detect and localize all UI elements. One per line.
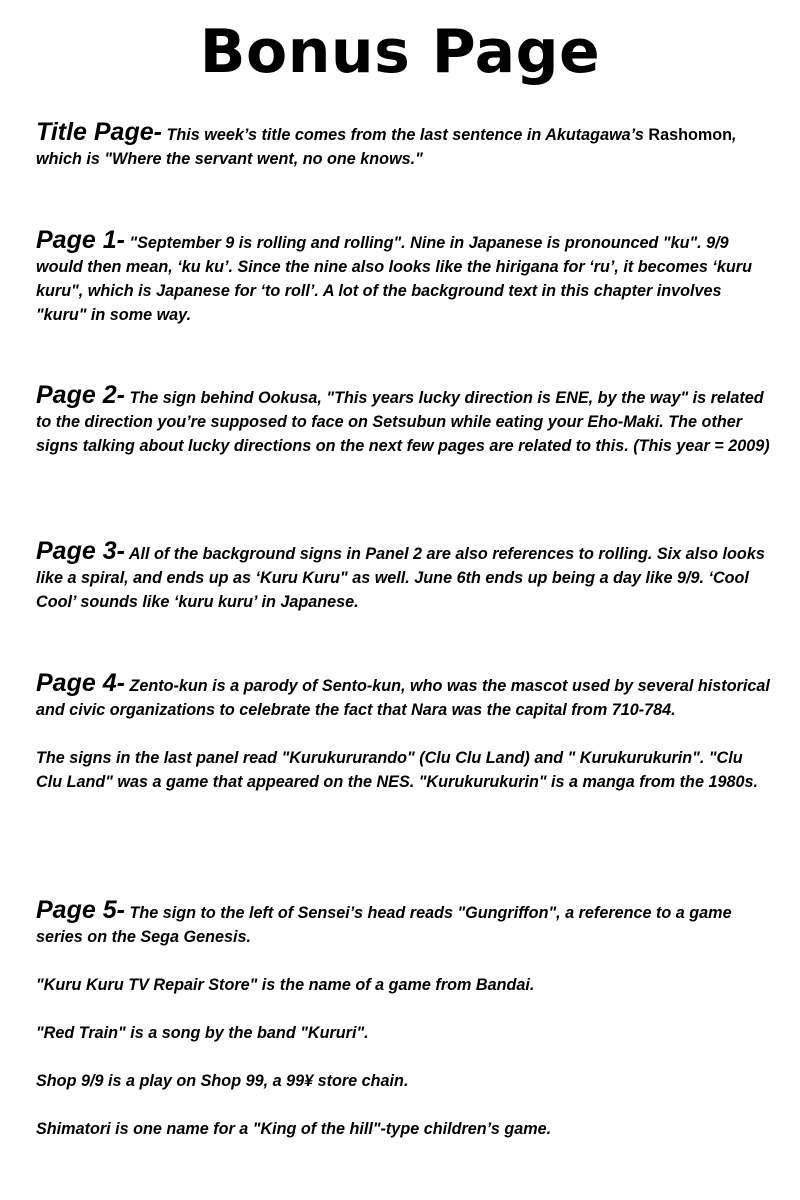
paragraph-text: Zento-kun is a parody of Sento-kun, who was the mascot used by several historical and civic organizations to celebrate the fact that Nara was the capital from 710-784. [36, 677, 770, 719]
paragraph-text: , which is "Where the servant went, no one knows." [36, 126, 737, 168]
section-page-4 [36, 671, 771, 794]
paragraph-text: "September 9 is rolling and rolling". Nine in Japanese is pronounced "ku". 9/9 would then mean, ‘ku ku’. Since the nine also looks like the hirigana for ‘ru’, it becomes ‘kuru kuru", which is Japanese for ‘to roll’. A lot of the background text in this chapter involves "kuru" in some way. [36, 234, 752, 324]
paragraph-text: The sign to the left of Sensei’s head reads "Gungriffon", a reference to a game series on the Sega Genesis. [36, 904, 732, 946]
section-heading: Title Page- [36, 118, 162, 146]
book-title: Rashomon [648, 126, 733, 144]
section-paragraph [36, 539, 771, 614]
section-page-2 [36, 383, 771, 458]
section-heading: Page 5- [36, 896, 125, 924]
section-paragraph [36, 120, 771, 171]
section-paragraph: Shimatori is one name for a "King of the hill"-type children’s game. [36, 1120, 552, 1138]
section-paragraph: "Red Train" is a song by the band "Kururi". [36, 1024, 369, 1042]
section-paragraph [36, 228, 771, 327]
section-paragraph: Shop 9/9 is a play on Shop 99, a 99¥ store chain. [36, 1072, 409, 1090]
paragraph-text: This week’s title comes from the last sentence in Akutagawa’s [161, 126, 649, 144]
section-title-page [36, 120, 771, 171]
section-heading: Page 3- [36, 537, 125, 565]
paragraph-text: All of the background signs in Panel 2 are also references to rolling. Six also looks like a spiral, and ends up as ‘Kuru Kuru" as well. June 6th ends up being a day like 9/9. ‘Cool Cool’ sounds like ‘kuru kuru’ in Japanese. [36, 545, 765, 611]
section-page-3 [36, 539, 771, 614]
section-paragraph [36, 898, 771, 949]
section-paragraph [36, 671, 771, 722]
section-page-1 [36, 228, 771, 327]
section-page-5 [36, 898, 771, 1141]
section-heading: Page 2- [36, 381, 125, 409]
section-paragraph [36, 383, 771, 458]
section-paragraph: The signs in the last panel read "Kurukururando" (Clu Clu Land) and " Kurukurukurin". "Clu Clu Land" was a game that appeared on the NES. "Kurukurukurin" is a manga from the 1980s. [36, 749, 758, 791]
section-heading: Page 4- [36, 669, 125, 697]
section-heading: Page 1- [36, 226, 125, 254]
paragraph-text: The sign behind Ookusa, "This years lucky direction is ENE, by the way" is related to the direction you’re supposed to face on Setsubun while eating your Eho-Maki. The other signs talking about lucky directions on the next few pages are related to this. (This year = 2009) [36, 389, 770, 455]
section-paragraph: "Kuru Kuru TV Repair Store" is the name of a game from Bandai. [36, 976, 535, 994]
page-title: Bonus Page [199, 17, 601, 87]
